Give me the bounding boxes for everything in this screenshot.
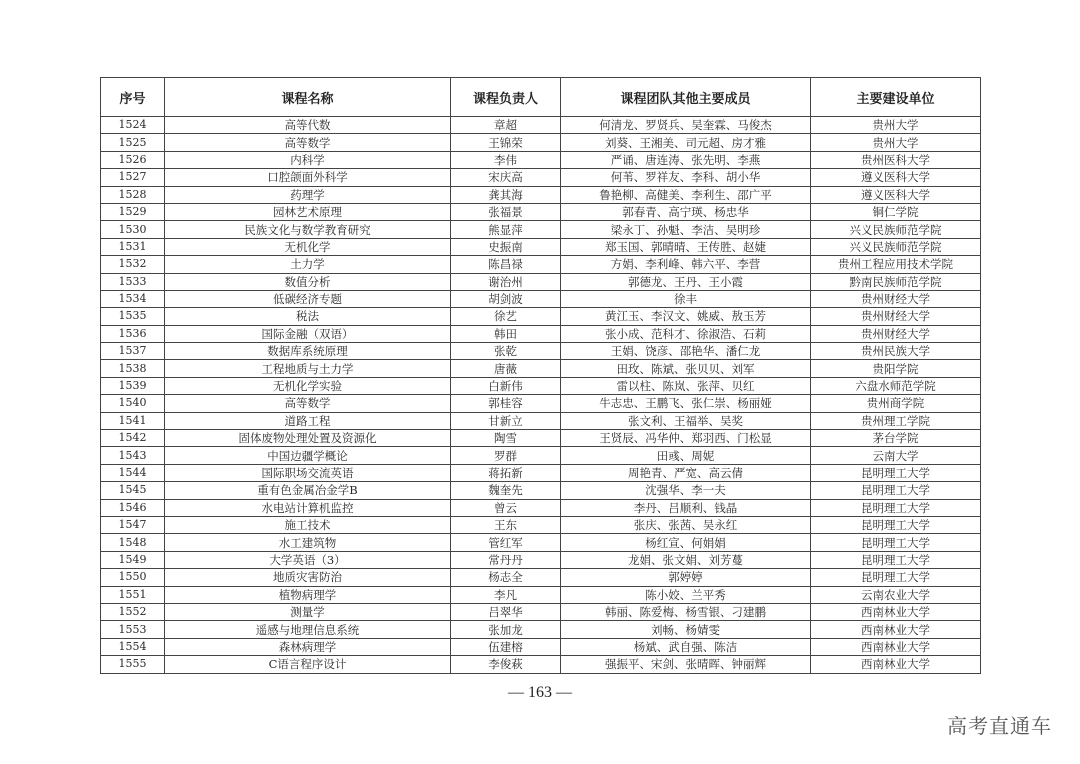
watermark-text: 高考直通车 — [947, 714, 1052, 738]
cell-course-name: 无机化学 — [165, 238, 451, 255]
cell-course-leader: 伍建榕 — [451, 638, 561, 655]
cell-team-members: 李丹、吕顺利、钱晶 — [561, 499, 811, 516]
cell-course-name: 高等代数 — [165, 117, 451, 134]
cell-team-members: 周艳青、严宽、高云倩 — [561, 464, 811, 481]
cell-team-members: 牛志忠、王鹏飞、张仁崇、杨丽娅 — [561, 395, 811, 412]
cell-course-leader: 罗群 — [451, 447, 561, 464]
cell-course-name: 数值分析 — [165, 273, 451, 290]
cell-index: 1528 — [101, 186, 165, 203]
cell-course-name: 内科学 — [165, 151, 451, 168]
cell-index: 1533 — [101, 273, 165, 290]
cell-team-members: 刘葵、王湘美、司元超、房才雅 — [561, 134, 811, 151]
table-row — [101, 656, 981, 673]
cell-index: 1534 — [101, 290, 165, 307]
cell-team-members: 沈强华、李一夫 — [561, 482, 811, 499]
cell-course-name: 高等数学 — [165, 134, 451, 151]
header-index: 序号 — [101, 78, 165, 117]
table-row — [101, 569, 981, 586]
cell-institution: 黔南民族师范学院 — [811, 273, 981, 290]
cell-index: 1550 — [101, 569, 165, 586]
cell-course-leader: 郭桂容 — [451, 395, 561, 412]
cell-course-name: 低碳经济专题 — [165, 290, 451, 307]
cell-index: 1535 — [101, 308, 165, 325]
cell-course-leader: 吕翠华 — [451, 603, 561, 620]
page-number: — 163 — — [508, 684, 572, 701]
cell-course-name: 森林病理学 — [165, 638, 451, 655]
table-row — [101, 134, 981, 151]
cell-institution: 昆明理工大学 — [811, 464, 981, 481]
cell-course-leader: 白新伟 — [451, 377, 561, 394]
cell-team-members: 严诵、唐连涛、张先明、李燕 — [561, 151, 811, 168]
table-row — [101, 308, 981, 325]
cell-team-members: 何清龙、罗贤兵、吴奎霖、马俊杰 — [561, 117, 811, 134]
table-row — [101, 447, 981, 464]
cell-course-leader: 李凡 — [451, 586, 561, 603]
cell-course-name: 国际职场交流英语 — [165, 464, 451, 481]
header-course-leader: 课程负责人 — [451, 78, 561, 117]
cell-course-leader: 魏奎先 — [451, 482, 561, 499]
cell-institution: 昆明理工大学 — [811, 569, 981, 586]
cell-course-name: 土力学 — [165, 256, 451, 273]
cell-index: 1541 — [101, 412, 165, 429]
cell-institution: 昆明理工大学 — [811, 534, 981, 551]
cell-course-name: 施工技术 — [165, 516, 451, 533]
cell-team-members: 刘畅、杨婧雯 — [561, 621, 811, 638]
cell-institution: 西南林业大学 — [811, 621, 981, 638]
cell-index: 1544 — [101, 464, 165, 481]
cell-course-name: 园林艺术原理 — [165, 203, 451, 220]
table-row — [101, 377, 981, 394]
cell-institution: 六盘水师范学院 — [811, 377, 981, 394]
cell-index: 1554 — [101, 638, 165, 655]
cell-institution: 贵州理工学院 — [811, 412, 981, 429]
cell-course-name: 数据库系统原理 — [165, 343, 451, 360]
cell-index: 1549 — [101, 551, 165, 568]
cell-course-leader: 蒋拓新 — [451, 464, 561, 481]
cell-institution: 贵阳学院 — [811, 360, 981, 377]
cell-course-name: 测量学 — [165, 603, 451, 620]
table-row — [101, 621, 981, 638]
table-header-row — [101, 78, 981, 117]
cell-team-members: 黄江玉、李汉文、姚威、敖玉芳 — [561, 308, 811, 325]
table-row — [101, 325, 981, 342]
cell-team-members: 韩丽、陈爱梅、杨雪银、刁建鹏 — [561, 603, 811, 620]
table-row — [101, 117, 981, 134]
cell-course-name: 水电站计算机监控 — [165, 499, 451, 516]
table-row — [101, 186, 981, 203]
table-row — [101, 430, 981, 447]
cell-course-leader: 史振南 — [451, 238, 561, 255]
cell-course-name: 工程地质与土力学 — [165, 360, 451, 377]
cell-institution: 贵州工程应用技术学院 — [811, 256, 981, 273]
table-row — [101, 290, 981, 307]
cell-course-name: 植物病理学 — [165, 586, 451, 603]
cell-index: 1548 — [101, 534, 165, 551]
cell-course-leader: 管红军 — [451, 534, 561, 551]
cell-team-members: 梁永丁、孙魁、李洁、吴明珍 — [561, 221, 811, 238]
table-row — [101, 238, 981, 255]
cell-institution: 贵州大学 — [811, 134, 981, 151]
cell-course-name: 固体废物处理处置及资源化 — [165, 430, 451, 447]
cell-course-leader: 李俊萩 — [451, 656, 561, 673]
cell-institution: 贵州财经大学 — [811, 290, 981, 307]
cell-institution: 昆明理工大学 — [811, 499, 981, 516]
cell-course-name: 地质灾害防治 — [165, 569, 451, 586]
course-table — [100, 77, 981, 674]
cell-institution: 贵州商学院 — [811, 395, 981, 412]
cell-index: 1555 — [101, 656, 165, 673]
table-row — [101, 586, 981, 603]
cell-institution: 贵州大学 — [811, 117, 981, 134]
cell-course-name: 遥感与地理信息系统 — [165, 621, 451, 638]
cell-course-name: 税法 — [165, 308, 451, 325]
cell-institution: 兴义民族师范学院 — [811, 221, 981, 238]
header-institution: 主要建设单位 — [811, 78, 981, 117]
cell-index: 1524 — [101, 117, 165, 134]
cell-team-members: 郭德龙、王丹、王小霞 — [561, 273, 811, 290]
cell-institution: 西南林业大学 — [811, 603, 981, 620]
cell-course-name: 口腔颌面外科学 — [165, 169, 451, 186]
cell-index: 1526 — [101, 151, 165, 168]
cell-index: 1527 — [101, 169, 165, 186]
cell-team-members: 鲁艳柳、高健美、李利生、邵广平 — [561, 186, 811, 203]
cell-course-name: 国际金融（双语） — [165, 325, 451, 342]
cell-index: 1545 — [101, 482, 165, 499]
cell-course-leader: 陈昌禄 — [451, 256, 561, 273]
cell-index: 1532 — [101, 256, 165, 273]
cell-team-members: 郑玉国、郭晴晴、王传胜、赵婕 — [561, 238, 811, 255]
cell-course-leader: 陶雪 — [451, 430, 561, 447]
cell-institution: 贵州财经大学 — [811, 308, 981, 325]
cell-course-name: 重有色金属冶金学B — [165, 482, 451, 499]
cell-institution: 铜仁学院 — [811, 203, 981, 220]
cell-index: 1539 — [101, 377, 165, 394]
cell-team-members: 王娟、饶彦、邵艳华、潘仁龙 — [561, 343, 811, 360]
cell-institution: 云南农业大学 — [811, 586, 981, 603]
cell-index: 1546 — [101, 499, 165, 516]
cell-index: 1552 — [101, 603, 165, 620]
course-table-container — [100, 77, 980, 674]
cell-team-members: 张小成、范科才、徐淑浩、石莉 — [561, 325, 811, 342]
cell-index: 1542 — [101, 430, 165, 447]
cell-course-leader: 熊显萍 — [451, 221, 561, 238]
table-row — [101, 412, 981, 429]
cell-course-leader: 谢治州 — [451, 273, 561, 290]
cell-course-leader: 徐艺 — [451, 308, 561, 325]
cell-index: 1540 — [101, 395, 165, 412]
cell-course-name: 中国边疆学概论 — [165, 447, 451, 464]
cell-index: 1525 — [101, 134, 165, 151]
cell-team-members: 陈小姣、兰平秀 — [561, 586, 811, 603]
cell-course-name: 大学英语（3） — [165, 551, 451, 568]
table-row — [101, 343, 981, 360]
cell-index: 1529 — [101, 203, 165, 220]
header-course-name: 课程名称 — [165, 78, 451, 117]
cell-team-members: 杨斌、武自强、陈洁 — [561, 638, 811, 655]
cell-index: 1543 — [101, 447, 165, 464]
table-row — [101, 203, 981, 220]
cell-course-leader: 唐薇 — [451, 360, 561, 377]
cell-course-name: 无机化学实验 — [165, 377, 451, 394]
cell-course-name: 药理学 — [165, 186, 451, 203]
cell-institution: 遵义医科大学 — [811, 186, 981, 203]
cell-course-leader: 甘新立 — [451, 412, 561, 429]
cell-course-leader: 常丹丹 — [451, 551, 561, 568]
cell-index: 1537 — [101, 343, 165, 360]
cell-course-name: 水工建筑物 — [165, 534, 451, 551]
cell-team-members: 张文利、王福举、吴奖 — [561, 412, 811, 429]
cell-team-members: 郭婷婷 — [561, 569, 811, 586]
cell-institution: 遵义医科大学 — [811, 169, 981, 186]
cell-team-members: 田彧、周妮 — [561, 447, 811, 464]
cell-institution: 昆明理工大学 — [811, 551, 981, 568]
cell-team-members: 张庆、张茜、吴永红 — [561, 516, 811, 533]
table-row — [101, 464, 981, 481]
cell-institution: 云南大学 — [811, 447, 981, 464]
cell-course-name: 道路工程 — [165, 412, 451, 429]
table-row — [101, 395, 981, 412]
cell-institution: 昆明理工大学 — [811, 482, 981, 499]
header-team-members: 课程团队其他主要成员 — [561, 78, 811, 117]
cell-course-leader: 杨志全 — [451, 569, 561, 586]
cell-team-members: 王贤辰、冯华仲、郑羽西、门松显 — [561, 430, 811, 447]
table-row — [101, 516, 981, 533]
cell-index: 1553 — [101, 621, 165, 638]
cell-index: 1530 — [101, 221, 165, 238]
table-row — [101, 499, 981, 516]
table-row — [101, 221, 981, 238]
table-row — [101, 551, 981, 568]
cell-institution: 茅台学院 — [811, 430, 981, 447]
table-row — [101, 273, 981, 290]
cell-index: 1538 — [101, 360, 165, 377]
cell-team-members: 方娟、李利峰、韩六平、李营 — [561, 256, 811, 273]
cell-institution: 兴义民族师范学院 — [811, 238, 981, 255]
cell-course-leader: 曾云 — [451, 499, 561, 516]
table-row — [101, 256, 981, 273]
table-row — [101, 603, 981, 620]
table-row — [101, 169, 981, 186]
table-row — [101, 534, 981, 551]
cell-institution: 贵州医科大学 — [811, 151, 981, 168]
cell-course-leader: 张福景 — [451, 203, 561, 220]
cell-institution: 昆明理工大学 — [811, 516, 981, 533]
cell-course-leader: 王锦荣 — [451, 134, 561, 151]
cell-institution: 西南林业大学 — [811, 656, 981, 673]
cell-course-leader: 章超 — [451, 117, 561, 134]
cell-index: 1547 — [101, 516, 165, 533]
cell-team-members: 强振平、宋剑、张晴晖、钟丽辉 — [561, 656, 811, 673]
cell-index: 1536 — [101, 325, 165, 342]
cell-course-name: C语言程序设计 — [165, 656, 451, 673]
cell-course-leader: 张乾 — [451, 343, 561, 360]
table-row — [101, 482, 981, 499]
table-row — [101, 638, 981, 655]
cell-team-members: 龙娟、张文娟、刘芳蔓 — [561, 551, 811, 568]
table-body — [101, 117, 981, 674]
cell-team-members: 徐丰 — [561, 290, 811, 307]
cell-course-leader: 宋庆高 — [451, 169, 561, 186]
cell-institution: 贵州民族大学 — [811, 343, 981, 360]
cell-course-name: 民族文化与数学教育研究 — [165, 221, 451, 238]
cell-team-members: 何苇、罗祥友、李科、胡小华 — [561, 169, 811, 186]
cell-team-members: 雷以柱、陈岚、张萍、贝红 — [561, 377, 811, 394]
cell-index: 1531 — [101, 238, 165, 255]
cell-index: 1551 — [101, 586, 165, 603]
cell-course-name: 高等数学 — [165, 395, 451, 412]
cell-institution: 贵州财经大学 — [811, 325, 981, 342]
table-row — [101, 151, 981, 168]
cell-team-members: 田玫、陈斌、张贝贝、刘军 — [561, 360, 811, 377]
cell-team-members: 郭春青、高宁瑛、杨忠华 — [561, 203, 811, 220]
cell-course-leader: 韩田 — [451, 325, 561, 342]
cell-course-leader: 龚其海 — [451, 186, 561, 203]
cell-course-leader: 胡剑波 — [451, 290, 561, 307]
cell-team-members: 杨红宣、何娟娟 — [561, 534, 811, 551]
cell-course-leader: 王东 — [451, 516, 561, 533]
cell-course-leader: 张加龙 — [451, 621, 561, 638]
table-row — [101, 360, 981, 377]
cell-course-leader: 李伟 — [451, 151, 561, 168]
cell-institution: 西南林业大学 — [811, 638, 981, 655]
